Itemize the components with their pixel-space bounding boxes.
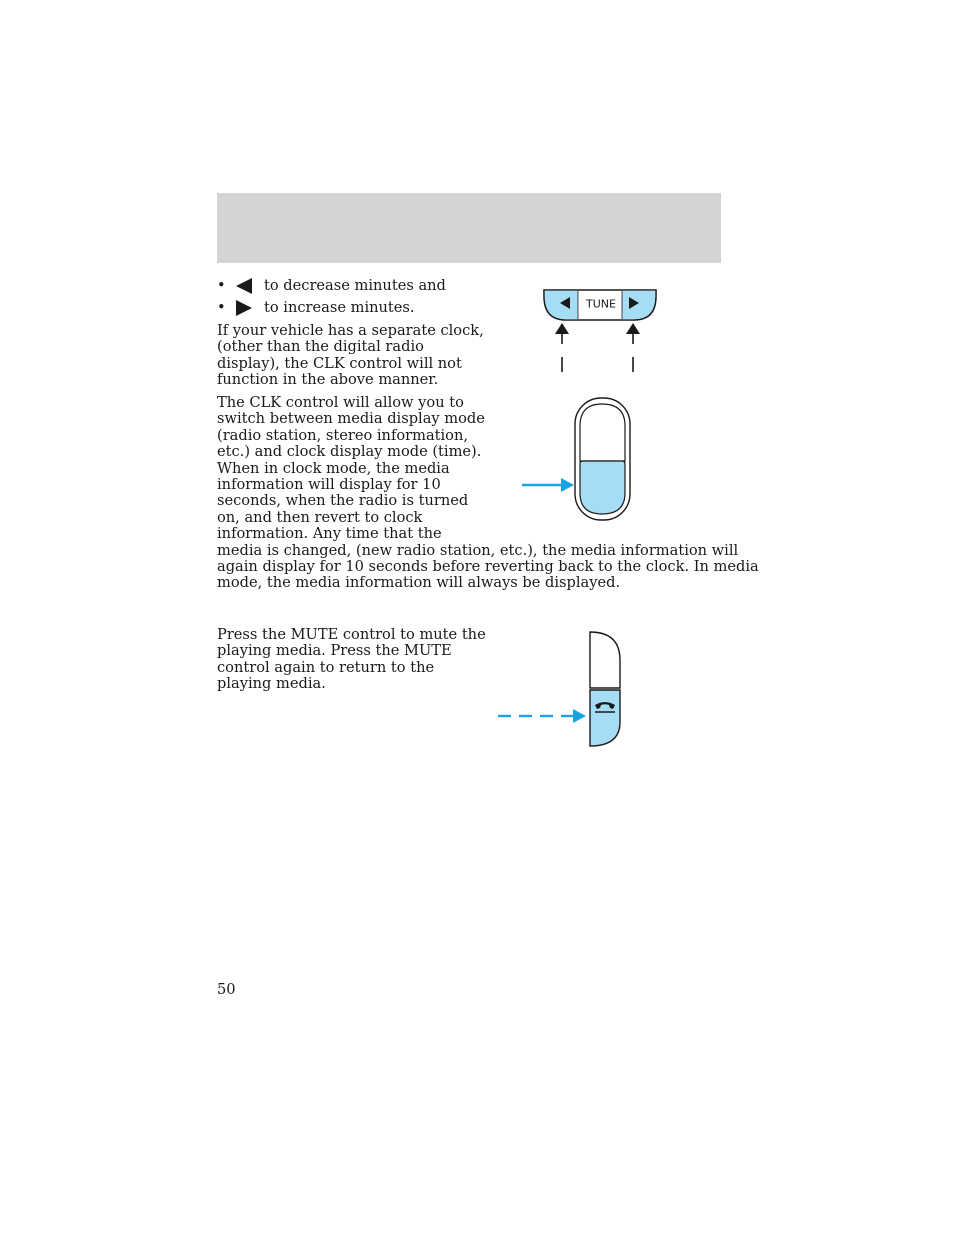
section-header-band <box>217 193 721 263</box>
separate-clock-paragraph <box>217 323 484 389</box>
bullet-increase <box>217 299 477 317</box>
rocker-lower-button[interactable] <box>580 461 625 514</box>
mute-upper-segment <box>590 632 620 688</box>
left-triangle-icon <box>235 278 253 294</box>
text-line: information will display for 10 <box>217 476 441 494</box>
clk-rocker-illustration <box>518 396 634 522</box>
up-arrow-icon <box>626 323 640 334</box>
up-arrow-icon <box>555 323 569 334</box>
text-line: seconds, when the radio is turned <box>217 492 469 510</box>
bullet-increase-text: to increase minutes. <box>264 299 415 316</box>
text-line: playing media. <box>217 675 326 693</box>
text-line: control again to return to the <box>217 658 435 676</box>
text-line: information. Any time that the <box>217 525 442 543</box>
bullet-decrease <box>217 277 477 295</box>
text-line: Press the MUTE control to mute the <box>217 626 486 643</box>
bullet-dot: • <box>217 299 226 316</box>
tune-control-illustration <box>540 286 660 378</box>
right-arrow-icon <box>573 709 586 723</box>
text-line: If your vehicle has a separate clock, <box>217 322 484 339</box>
right-triangle-icon <box>235 300 253 316</box>
mute-control-paragraph <box>217 627 486 693</box>
bullet-dot: • <box>217 277 226 294</box>
right-arrow-icon <box>561 478 574 492</box>
text-line: media is changed, (new radio station, etc.), the media information will <box>217 541 739 559</box>
text-line: The CLK control will allow you to <box>217 394 464 411</box>
text-line: mode, the media information will always be displayed. <box>217 574 621 592</box>
text-line: (other than the digital radio <box>217 338 424 356</box>
rocker-upper-button <box>580 404 625 461</box>
text-line: switch between media display mode <box>217 410 485 428</box>
mute-button[interactable] <box>590 690 620 746</box>
page-number: 50 <box>217 981 236 998</box>
text-line: again display for 10 seconds before reverting back to the clock. In media <box>217 558 759 576</box>
tune-label: TUNE <box>586 297 616 311</box>
text-line: display), the CLK control will not <box>217 354 462 372</box>
text-line: When in clock mode, the media <box>217 459 450 477</box>
clk-control-paragraph <box>217 395 759 592</box>
text-line: etc.) and clock display mode (time). <box>217 443 482 461</box>
text-line: on, and then revert to clock <box>217 508 423 526</box>
bullet-decrease-text: to decrease minutes and <box>264 277 446 294</box>
mute-control-illustration <box>496 630 624 750</box>
text-line: playing media. Press the MUTE <box>217 642 452 660</box>
text-line: function in the above manner. <box>217 371 439 389</box>
text-line: (radio station, stereo information, <box>217 426 469 444</box>
